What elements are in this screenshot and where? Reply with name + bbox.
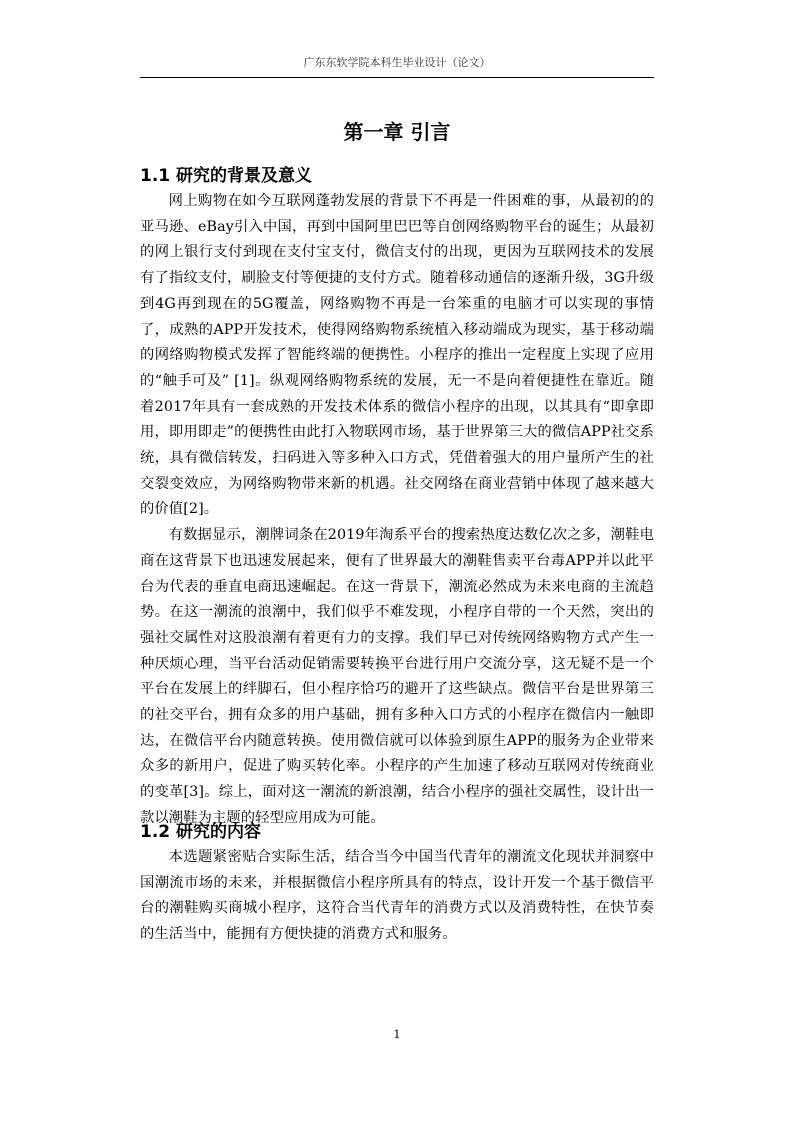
section-content (140, 819, 654, 948)
section-title: 1.2 研究的内容 (140, 822, 262, 842)
section-background (140, 163, 654, 832)
page-number: 1 (393, 1028, 401, 1041)
section-title: 1.1 研究的背景及意义 (140, 166, 313, 186)
paragraph: 有数据显示，潮牌词条在2019年淘系平台的搜索热度达数亿次之多，潮鞋电商在这背景下也迅速发展起来，便有了世界最大的潮鞋售卖平台毒APP并以此平台为代表的垂直电商迅速崛起。在这一背景下，潮流必然成为未来电商的主流趋势。在这一潮流的浪潮中，我们似乎不难发现，小程序自带的一个天然，突出的强社交属性对这股浪潮有着更有力的支撑。我们早已对传统网络购物方式产生一种厌烦心理，当平台活动促销需要转换平台进行用户交流分享，这无疑不是一个平台在发展上的绊脚石，但小程序恰巧的避开了这些缺点。微信平台是世界第三的社交平台，拥有众多的用户基础，拥有多种入口方式的小程序在微信内一触即达，在微信平台内随意转换。使用微信就可以体验到原生APP的服务为企业带来众多的新用户，促进了购买转化率。小程序的产生加速了移动互联网对传统商业的变革[3]。综上，面对这一潮流的新浪潮，结合小程序的强社交属性，设计出一款以潮鞋为主题的轻型应用成为可能。 (140, 527, 654, 826)
paragraph: 本选题紧密贴合实际生活，结合当今中国当代青年的潮流文化现状并洞察中国潮流市场的未来，并根据微信小程序所具有的特点，设计开发一个基于微信平台的潮鞋购买商城小程序，这符合当代青年的消费方式以及消费特性，在快节奏的生活当中，能拥有方便快捷的消费方式和服务。 (140, 849, 654, 943)
running-header: 广东东软学院本科生毕业设计（论文） (303, 56, 491, 69)
header-rule (140, 77, 654, 78)
paragraph: 网上购物在如今互联网蓬勃发展的背景下不再是一件困难的事，从最初的的亚马逊、eBay引入中国，再到中国阿里巴巴等自创网络购物平台的诞生；从最初的网上银行支付到现在支付宝支付，微信支付的出现，更因为互联网技术的发展有了指纹支付，刷脸支付等便捷的支付方式。随着移动通信的逐渐升级，3G升级到4G再到现在的5G覆盖，网络购物不再是一台笨重的电脑才可以实现的事情了，成熟的APP开发技术，使得网络购物系统植入移动端成为现实，基于移动端的网络购物模式发挥了智能终端的便携性。小程序的推出一定程度上实现了应用的“触手可及” [1]。纵观网络购物系统的发展，无一不是向着便捷性在靠近。随着2017年具有一套成熟的开发技术体系的微信小程序的出现，以其具有“即拿即用，即用即走”的便携性由此打入物联网市场，基于世界第三大的微信APP社交系统，具有微信转发，扫码进入等多种入口方式，凭借着强大的用户量所产生的社交裂变效应，为网络购物带来新的机遇。社交网络在商业营销中体现了越来越大的价值[2]。 (140, 193, 654, 518)
chapter-title: 第一章 引言 (343, 120, 451, 144)
